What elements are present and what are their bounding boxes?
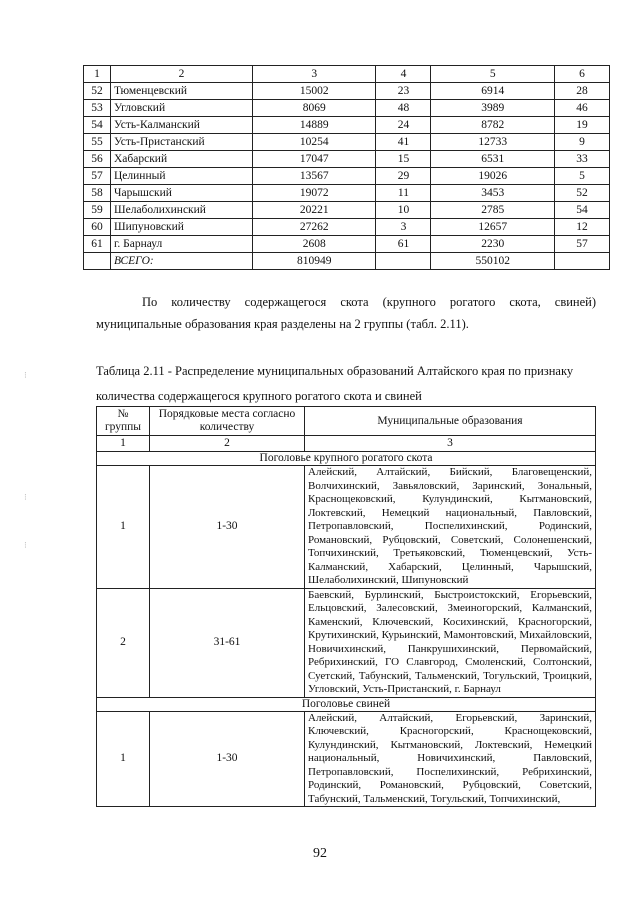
header-cell: 1 (84, 66, 111, 83)
section-title-pigs: Поголовье свиней (97, 697, 596, 711)
scan-artifact: ⁝ (24, 492, 27, 502)
pig-rank: 12 (554, 219, 609, 236)
row-number: 60 (84, 219, 111, 236)
cattle-count: 10254 (253, 134, 376, 151)
header-cell: 3 (253, 66, 376, 83)
pig-count: 8782 (431, 117, 554, 134)
row-number: 56 (84, 151, 111, 168)
pig-count: 6914 (431, 83, 554, 100)
table-row (84, 185, 610, 202)
district-name: Чарышский (111, 185, 253, 202)
body-paragraph: По количеству содержащегося скота (крупного рогатого скота, свиней) муниципальные образования края разделены на 2 группы (табл. 2.11). (96, 295, 596, 331)
row-number: 58 (84, 185, 111, 202)
row-number: 53 (84, 100, 111, 117)
column-number-row (97, 436, 596, 452)
district-name: Угловский (111, 100, 253, 117)
scan-artifact: ⁝ (24, 540, 27, 550)
section-title-cattle: Поголовье крупного рогатого скота (97, 452, 596, 466)
pig-rank: 33 (554, 151, 609, 168)
pig-rank: 9 (554, 134, 609, 151)
total-pigs: 550102 (431, 253, 554, 270)
empty-cell (84, 253, 111, 270)
row-number: 54 (84, 117, 111, 134)
municipality-list: Баевский, Бурлинский, Быстроистокский, Егорьевский, Ельцовский, Залесовский, Змеиногорский, Калманский, Каменский, Ключевский, Косихинский, Красногорский, Крутихинский, Курьинский, Мамонтовский, Михайловский, Новичихинский, Панкрушихинский, Первомайский, Ребрихинский, ГО Славгород, Смоленский, Солтонский, Суетский, Табунский, Тальменский, Тогульский, Троицкий, Угловский, Усть-Пристанский, г. Барнаул (305, 588, 596, 697)
total-cattle: 810949 (253, 253, 376, 270)
header-group-number: № группы (97, 407, 150, 436)
pig-rank: 57 (554, 236, 609, 253)
cattle-count: 27262 (253, 219, 376, 236)
cattle-rank: 11 (376, 185, 431, 202)
table-row (84, 168, 610, 185)
cattle-count: 14889 (253, 117, 376, 134)
table-row (97, 588, 596, 697)
cattle-rank: 15 (376, 151, 431, 168)
cattle-rank: 24 (376, 117, 431, 134)
cattle-rank: 29 (376, 168, 431, 185)
table-row (97, 711, 596, 807)
table-row (84, 117, 610, 134)
pig-rank: 19 (554, 117, 609, 134)
column-number: 3 (305, 436, 596, 452)
pig-count: 19026 (431, 168, 554, 185)
group-number: 1 (97, 466, 150, 589)
rank-range: 1-30 (150, 466, 305, 589)
table-caption: Таблица 2.11 - Распределение муниципальных образований Алтайского края по признаку количества содержащегося крупного рогатого скота и свиней (96, 364, 574, 403)
pig-count: 12733 (431, 134, 554, 151)
cattle-rank: 41 (376, 134, 431, 151)
municipality-list: Алейский, Алтайский, Егорьевский, Заринский, Ключевский, Красногорский, Краснощековский, Кулундинский, Кытмановский, Локтевский, Немецкий национальный, Новичихинский, Павловский, Петропавловский, Поспелихинский, Ребрихинский, Родинский, Романовский, Рубцовский, Советский, Табунский, Тальменский, Тогульский, Топчихинский, (305, 711, 596, 807)
district-name: Усть-Калманский (111, 117, 253, 134)
total-row (84, 253, 610, 270)
cattle-count: 13567 (253, 168, 376, 185)
row-number: 57 (84, 168, 111, 185)
grouping-table (96, 406, 596, 807)
pig-rank: 52 (554, 185, 609, 202)
pig-rank: 46 (554, 100, 609, 117)
group-number: 2 (97, 588, 150, 697)
cattle-rank: 3 (376, 219, 431, 236)
header-rank: Порядковые места согласно количеству (150, 407, 305, 436)
header-cell: 4 (376, 66, 431, 83)
table-row (84, 219, 610, 236)
row-number: 59 (84, 202, 111, 219)
empty-cell (554, 253, 609, 270)
table-row (97, 466, 596, 589)
district-name: Шипуновский (111, 219, 253, 236)
group-number: 1 (97, 711, 150, 807)
cattle-rank: 48 (376, 100, 431, 117)
pig-count: 3453 (431, 185, 554, 202)
table-row (84, 100, 610, 117)
section-row (97, 452, 596, 466)
row-number: 61 (84, 236, 111, 253)
cattle-rank: 10 (376, 202, 431, 219)
pig-rank: 54 (554, 202, 609, 219)
table-header-row (84, 66, 610, 83)
column-number: 1 (97, 436, 150, 452)
pig-count: 6531 (431, 151, 554, 168)
district-name: г. Барнаул (111, 236, 253, 253)
row-number: 55 (84, 134, 111, 151)
row-number: 52 (84, 83, 111, 100)
section-row (97, 697, 596, 711)
table-row (84, 83, 610, 100)
rank-range: 1-30 (150, 711, 305, 807)
pig-count: 12657 (431, 219, 554, 236)
district-livestock-table (83, 65, 610, 270)
column-number: 2 (150, 436, 305, 452)
header-municipalities: Муниципальные образования (305, 407, 596, 436)
scan-artifact: ⁝ (24, 370, 27, 380)
cattle-count: 20221 (253, 202, 376, 219)
header-cell: 2 (111, 66, 253, 83)
header-cell: 6 (554, 66, 609, 83)
district-name: Целинный (111, 168, 253, 185)
cattle-count: 17047 (253, 151, 376, 168)
cattle-rank: 61 (376, 236, 431, 253)
pig-rank: 28 (554, 83, 609, 100)
table-row (84, 202, 610, 219)
cattle-count: 19072 (253, 185, 376, 202)
table-row (84, 151, 610, 168)
district-name: Усть-Пристанский (111, 134, 253, 151)
district-name: Шелаболихинский (111, 202, 253, 219)
pig-rank: 5 (554, 168, 609, 185)
total-label: ВСЕГО: (111, 253, 253, 270)
cattle-count: 2608 (253, 236, 376, 253)
municipality-list: Алейский, Алтайский, Бийский, Благовещенский, Волчихинский, Завьяловский, Заринский, Зональный, Краснощековский, Кулундинский, Кытмановский, Локтевский, Немецкий национальный, Павловский, Петропавловский, Поспелихинский, Родинский, Романовский, Рубцовский, Советский, Солонешенский, Топчихинский, Третьяковский, Тюменцевский, Усть-Калманский, Хабарский, Целинный, Чарышский, Шелаболихинский, Шипуновский (305, 466, 596, 589)
cattle-rank: 23 (376, 83, 431, 100)
cattle-count: 8069 (253, 100, 376, 117)
header-cell: 5 (431, 66, 554, 83)
table-header-row (97, 407, 596, 436)
empty-cell (376, 253, 431, 270)
district-name: Тюменцевский (111, 83, 253, 100)
rank-range: 31-61 (150, 588, 305, 697)
pig-count: 3989 (431, 100, 554, 117)
district-name: Хабарский (111, 151, 253, 168)
pig-count: 2785 (431, 202, 554, 219)
cattle-count: 15002 (253, 83, 376, 100)
table-row (84, 134, 610, 151)
pig-count: 2230 (431, 236, 554, 253)
table-row (84, 236, 610, 253)
page-number: 92 (313, 846, 327, 861)
